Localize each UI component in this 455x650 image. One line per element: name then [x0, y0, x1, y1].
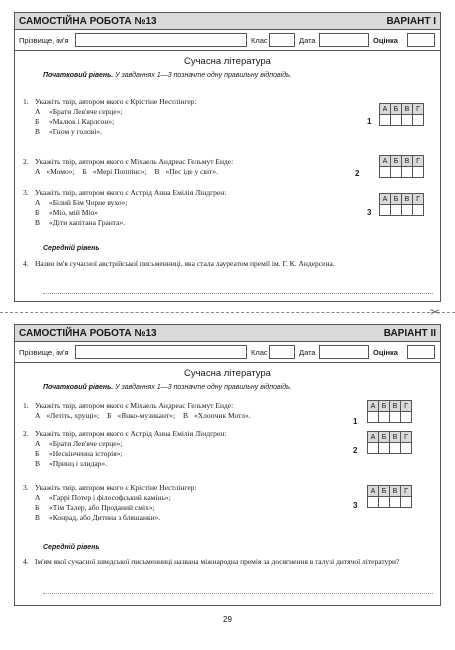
student-info-row [15, 342, 440, 363]
answer-cell[interactable] [391, 167, 402, 178]
question-2: 2. Укажіть твір, автором якого є Міхаель Андреас Гельмут Енде: А «Момо»; Б «Мері Поппінс»; В «Пес іде у світ». [23, 157, 234, 176]
date-label: Дата [299, 36, 316, 45]
answer-grid-1[interactable]: А Б В Г [367, 400, 412, 423]
option-c: «Діти капітана Гранта». [49, 218, 126, 227]
grade-field[interactable] [407, 345, 435, 359]
answer-cell[interactable] [380, 167, 391, 178]
option-b: «Міо, мій Міо» [49, 208, 98, 217]
answer-cell[interactable] [402, 205, 413, 216]
answer-cell[interactable] [401, 443, 412, 454]
option-b: «Малюк і Карлсон»; [49, 117, 115, 126]
answer-cell[interactable] [390, 497, 401, 508]
answer-cell[interactable] [391, 205, 402, 216]
answer-grid-number: 1 [367, 117, 372, 126]
level-basic-heading: Початковий рівень. У завданнях 1—3 позначте одну правильну відповідь. [43, 72, 292, 79]
date-field[interactable] [319, 345, 369, 359]
name-field[interactable] [75, 33, 247, 47]
class-label: Клас [251, 36, 268, 45]
class-label: Клас [251, 348, 268, 357]
question-3: 3. Укажіть твір, автором якого є Астрід Анна Емілія Ліндгрен: А «Білий Бім Чорне вухо»; Б «Міо, мій Міо» В «Діти капітана Гранта». [23, 188, 227, 227]
answer-grid-2[interactable]: А Б В Г [367, 431, 412, 454]
answer-cell[interactable] [390, 412, 401, 423]
answer-cell[interactable] [413, 115, 424, 126]
option-b: «Тім Талер, або Проданий сміх»; [49, 503, 155, 512]
worksheet-header [15, 325, 440, 342]
answer-grid-number: 3 [353, 501, 358, 510]
date-field[interactable] [319, 33, 369, 47]
option-c: «Принц і злидар». [49, 459, 108, 468]
answer-cell[interactable] [368, 443, 379, 454]
level-medium-heading: Середній рівень [43, 245, 100, 252]
answer-grid-number: 2 [355, 169, 360, 178]
option-a: «Брати Лев'яче серце»; [49, 439, 123, 448]
answer-cell[interactable] [401, 412, 412, 423]
question-4: 4. Назви ім'я сучасної австрійської письменниці, яка стала лауреатом премії ім. Г. К. Андерсена. [23, 259, 335, 268]
grade-label: Оцінка [373, 348, 398, 357]
answer-cell[interactable] [368, 412, 379, 423]
answer-cell[interactable] [380, 205, 391, 216]
cut-line [0, 312, 455, 313]
option-b: «Нескінченна історія»; [49, 449, 123, 458]
option-b: «Янко-музикант»; [117, 411, 176, 420]
question-1: 1. Укажіть твір, автором якого є Крістіне Нестлінгер: А «Брати Лев'яче серце»; Б «Малюк і Карлсон»; В «Гном у голові». [23, 97, 197, 136]
answer-grid-1[interactable]: А Б В Г [379, 103, 424, 126]
answer-grid-2[interactable]: А Б В Г [379, 155, 424, 178]
variant-label: ВАРІАНТ І [386, 15, 436, 27]
option-a: «Летіть, хрущі»; [46, 411, 100, 420]
answer-cell[interactable] [380, 115, 391, 126]
grade-field[interactable] [407, 33, 435, 47]
name-field[interactable] [75, 345, 247, 359]
answer-cell[interactable] [368, 497, 379, 508]
answer-cell[interactable] [402, 167, 413, 178]
date-label: Дата [299, 348, 316, 357]
option-c: «Хлопчик Мотл». [194, 411, 251, 420]
option-a: «Гаррі Потер і філософський камінь»; [49, 493, 171, 502]
class-field[interactable] [269, 345, 295, 359]
option-a: «Брати Лев'яче серце»; [49, 107, 123, 116]
name-label: Прізвище, ім'я [19, 348, 69, 357]
option-c: «Пес іде у світ». [165, 167, 218, 176]
answer-cell[interactable] [379, 497, 390, 508]
grade-label: Оцінка [373, 36, 398, 45]
scissors-icon: ✂ [430, 305, 441, 319]
answer-cell[interactable] [401, 497, 412, 508]
answer-cell[interactable] [379, 412, 390, 423]
answer-cell[interactable] [390, 443, 401, 454]
option-b: «Мері Поппінс»; [92, 167, 147, 176]
answer-cell[interactable] [413, 167, 424, 178]
worksheet-header [15, 13, 440, 30]
option-a: «Білий Бім Чорне вухо»; [49, 198, 128, 207]
variant-label: ВАРІАНТ ІІ [383, 327, 436, 339]
answer-line[interactable] [43, 293, 433, 294]
option-c: «Гном у голові». [49, 127, 102, 136]
answer-grid-number: 1 [353, 417, 358, 426]
worksheet-variant-2 [14, 324, 441, 606]
answer-cell[interactable] [402, 115, 413, 126]
page-number: 29 [223, 615, 232, 624]
answer-cell[interactable] [413, 205, 424, 216]
level-basic-heading: Початковий рівень. У завданнях 1—3 позначте одну правильну відповідь. [43, 384, 292, 391]
question-4: 4. Ім'ям якої сучасної шведської письменниці названа міжнародна премія за досягнення в галузі дитячої літератури? [23, 557, 400, 566]
worksheet-title: САМОСТІЙНА РОБОТА №13 [19, 327, 157, 339]
worksheet-variant-1 [14, 12, 441, 302]
answer-grid-number: 2 [353, 446, 358, 455]
name-label: Прізвище, ім'я [19, 36, 69, 45]
answer-grid-3[interactable]: А Б В Г [367, 485, 412, 508]
option-c: «Конрад, або Дитина з бляшанки». [49, 513, 161, 522]
question-3: 3. Укажіть твір, автором якого є Крістіне Нестлінгер: А «Гаррі Потер і філософський камінь»; Б «Тім Талер, або Проданий сміх»; В «Конрад, або Дитина з бляшанки». [23, 483, 197, 522]
level-medium-heading: Середній рівень [43, 544, 100, 551]
answer-line[interactable] [43, 593, 433, 594]
answer-cell[interactable] [391, 115, 402, 126]
question-2: 2. Укажіть твір, автором якого є Астрід Анна Емілія Ліндгрен: А «Брати Лев'яче серце»; Б «Нескінченна історія»; В «Принц і злидар». [23, 429, 227, 468]
answer-grid-number: 3 [367, 208, 372, 217]
section-title: Сучасна література [184, 56, 271, 67]
option-a: «Момо»; [46, 167, 75, 176]
answer-grid-3[interactable]: А Б В Г [379, 193, 424, 216]
section-title: Сучасна література [184, 368, 271, 379]
answer-cell[interactable] [379, 443, 390, 454]
question-1: 1. Укажіть твір, автором якого є Міхаель Андреас Гельмут Енде: А «Летіть, хрущі»; Б «Янко-музикант»; В «Хлопчик Мотл». [23, 401, 251, 420]
worksheet-title: САМОСТІЙНА РОБОТА №13 [19, 15, 157, 27]
class-field[interactable] [269, 33, 295, 47]
student-info-row [15, 30, 440, 51]
